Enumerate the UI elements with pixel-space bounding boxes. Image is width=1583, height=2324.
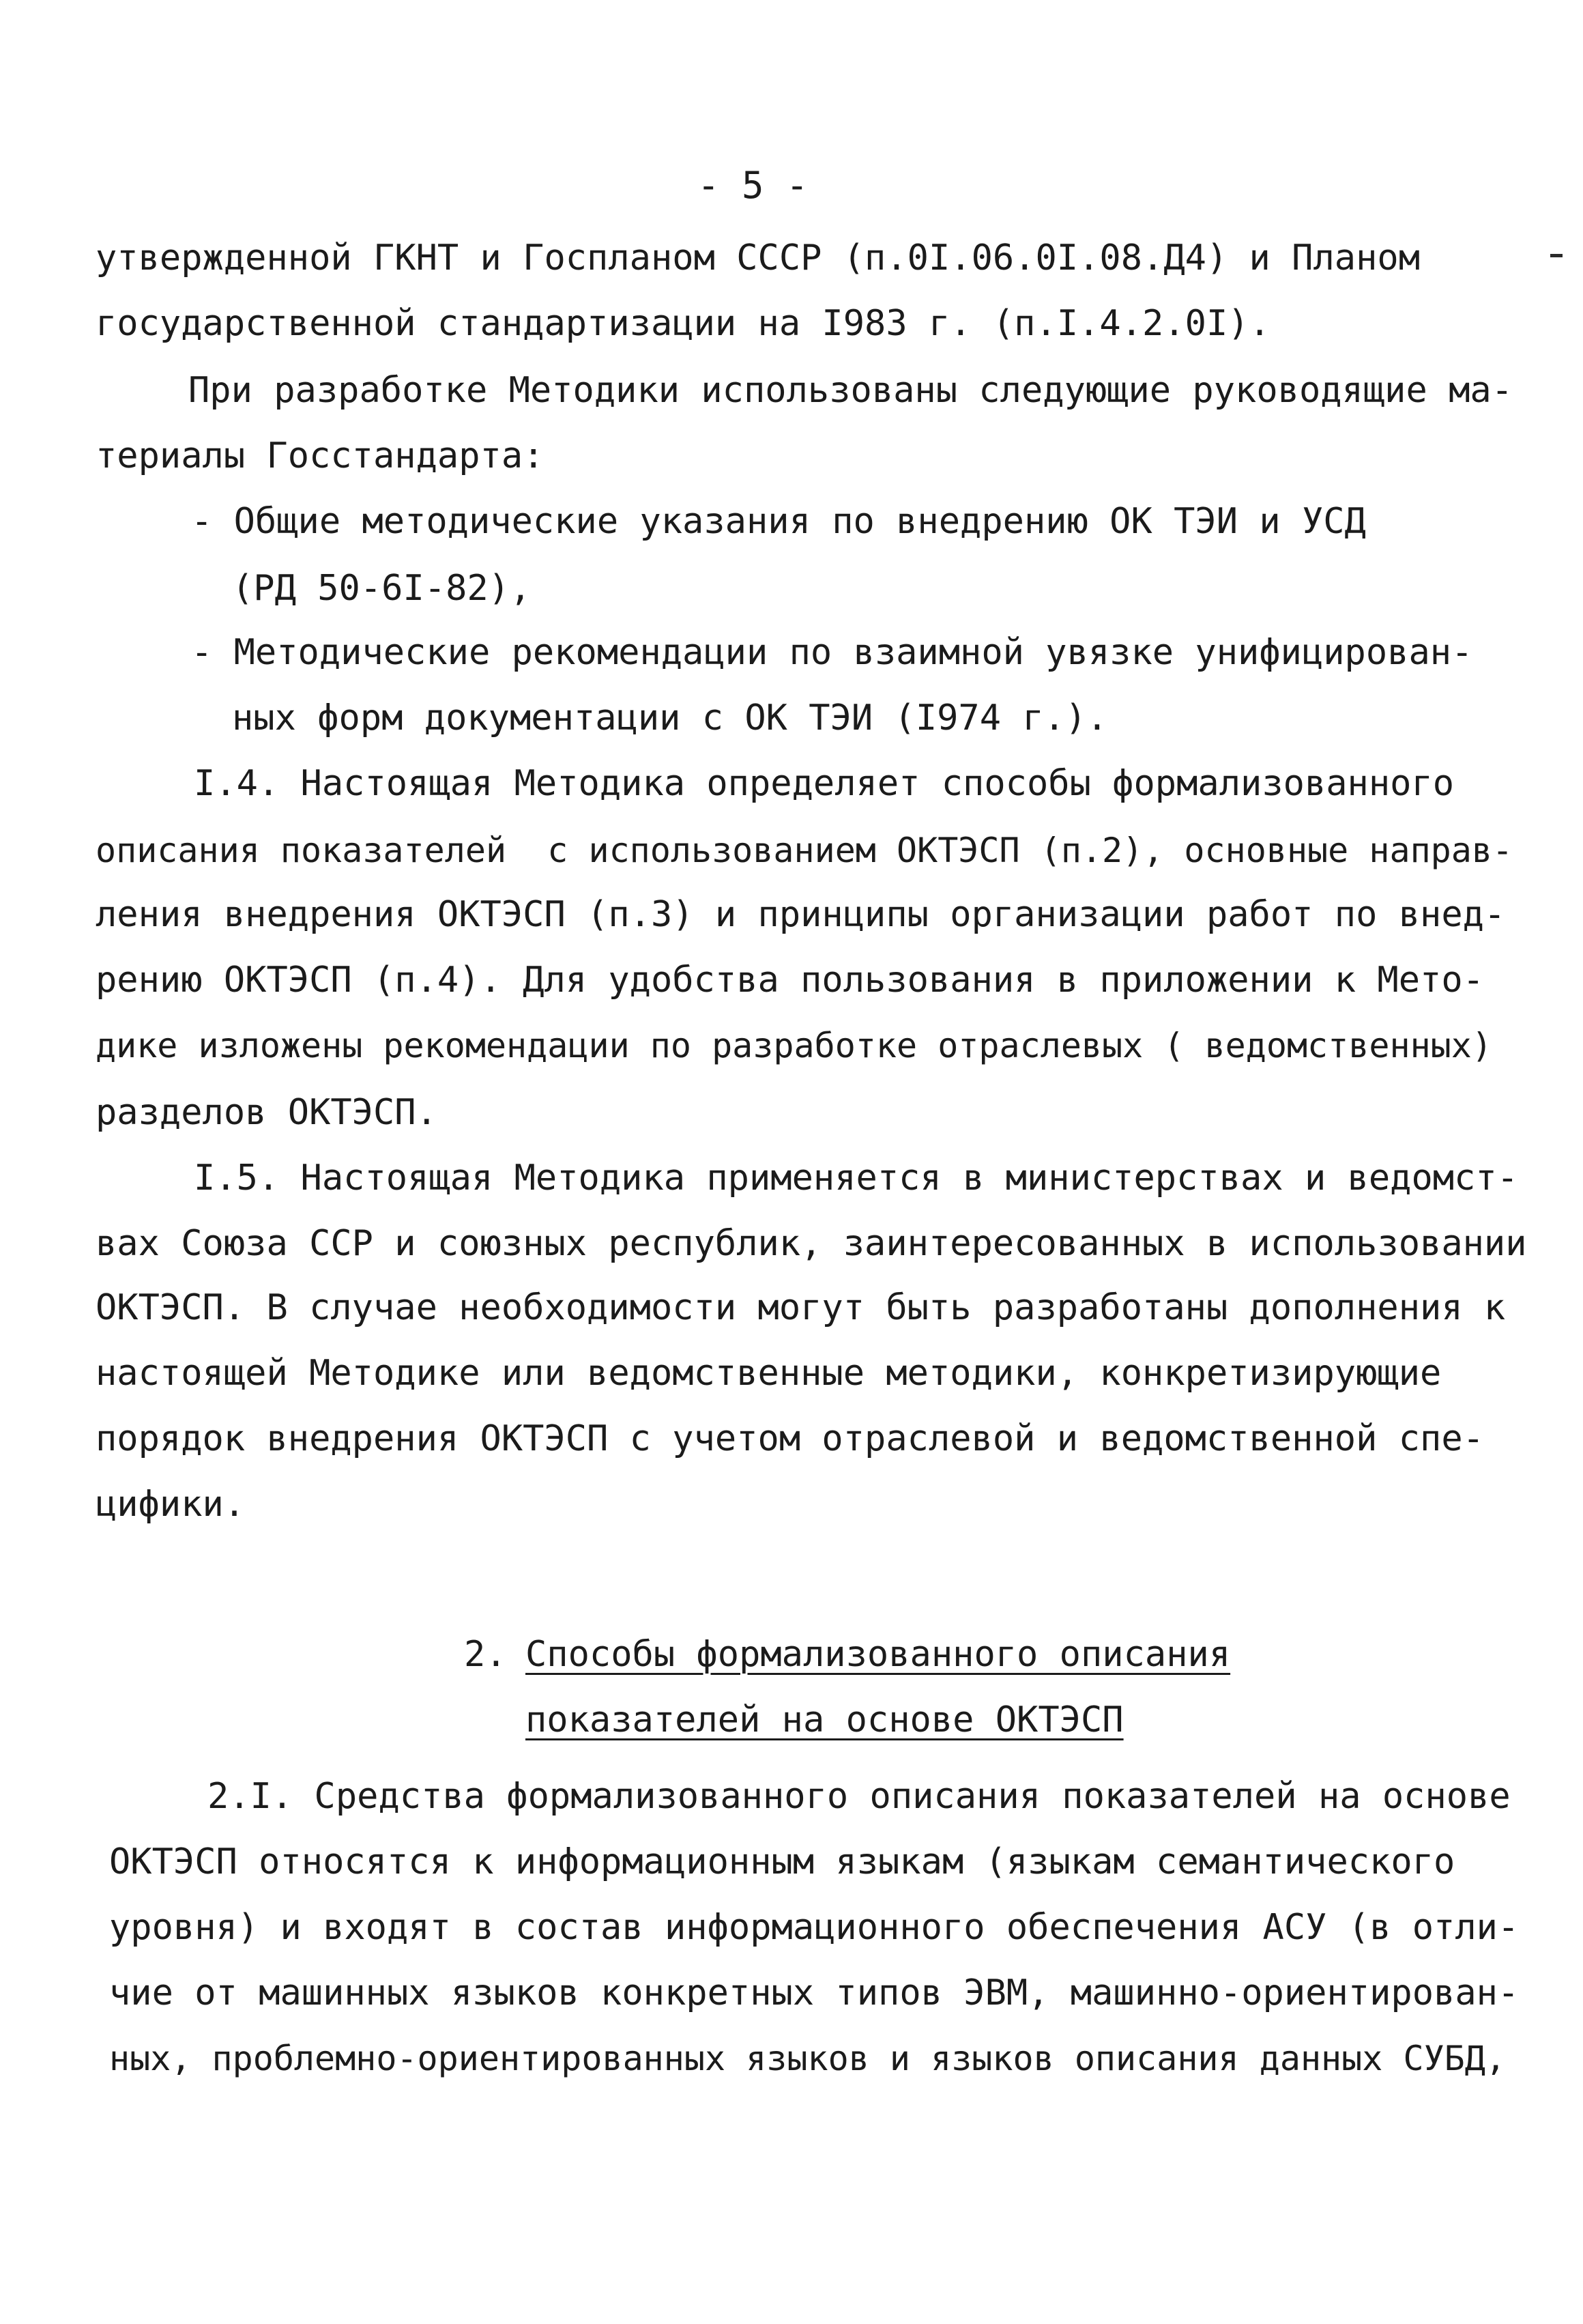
text-line: уровня) и входят в состав информационного обеспечения АСУ (в отли-: [109, 1907, 1520, 1948]
text-line: описания показателей с использованием ОКТЭСП (п.2), основные направ-: [96, 831, 1513, 870]
text-line: чие от машинных языков конкретных типов ЭВМ, машинно-ориентирован-: [109, 1972, 1520, 2013]
text-line: разделов ОКТЭСП.: [96, 1092, 437, 1133]
text-line: териалы Госстандарта:: [96, 435, 544, 476]
text-line: цифики.: [96, 1484, 246, 1525]
text-line: дике изложены рекомендации по разработке отраслевых ( ведомственных): [96, 1026, 1492, 1065]
list-item-continuation: (РД 50-6I-82),: [232, 568, 532, 609]
text-line: утвержденной ГКНТ и Госпланом СССР (п.0I.06.0I.08.Д4) и Планом: [96, 238, 1421, 278]
text-line: порядок внедрения ОКТЭСП с учетом отраслевой и ведомственной спе-: [96, 1418, 1484, 1459]
margin-mark: [1550, 254, 1563, 257]
page-number: - 5 -: [697, 164, 809, 207]
text-line: ОКТЭСП. В случае необходимости могут быть разработаны дополнения к: [96, 1287, 1506, 1328]
text-line: ных, проблемно-ориентированных языков и языков описания данных СУБД,: [109, 2039, 1506, 2078]
text-line: ления внедрения ОКТЭСП (п.3) и принципы организации работ по внед-: [96, 894, 1506, 935]
section-number: 2.: [464, 1634, 507, 1675]
text-line: При разработке Методики использованы следующие руководящие ма-: [188, 370, 1513, 411]
paragraph-start: I.4. Настоящая Методика определяет способы формализованного: [194, 763, 1455, 804]
section-heading: показателей на основе ОКТЭСП: [525, 1699, 1124, 1740]
paragraph-start: 2.I. Средства формализованного описания показателей на основе: [207, 1776, 1511, 1817]
text-line: настоящей Методике или ведомственные методики, конкретизирующие: [96, 1353, 1442, 1394]
list-item-continuation: ных форм документации с ОК ТЭИ (I974 г.).: [232, 698, 1108, 738]
text-line: государственной стандартизации на I983 г. (п.I.4.2.0I).: [96, 303, 1270, 344]
section-heading: Способы формализованного описания: [525, 1634, 1231, 1675]
list-item: - Общие методические указания по внедрению ОК ТЭИ и УСД: [191, 501, 1366, 542]
text-line: рению ОКТЭСП (п.4). Для удобства пользования в приложении к Мето-: [96, 960, 1484, 1001]
list-item: - Методические рекомендации по взаимной увязке унифицирован-: [191, 632, 1473, 673]
paragraph-start: I.5. Настоящая Методика применяется в министерствах и ведомст-: [194, 1158, 1519, 1199]
text-line: ОКТЭСП относятся к информационным языкам (языкам семантического: [109, 1841, 1455, 1882]
text-line: вах Союза ССР и союзных республик, заинтересованных в использовании: [96, 1223, 1527, 1264]
